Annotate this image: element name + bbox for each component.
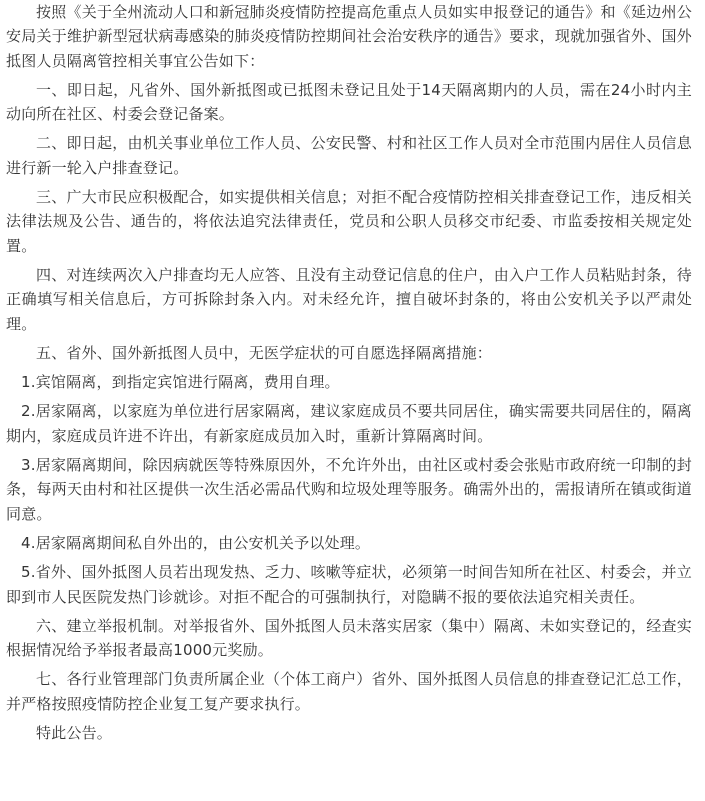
notice-document [6,0,692,750]
notice-item-3: 三、广大市民应积极配合，如实提供相关信息；对拒不配合疫情防控相关排查登记工作，违反相关法律法规及公告、通告的，将依法追究法律责任，党员和公职人员移交市纪委、市监委按相关规定处置。 [6,188,692,255]
notice-item-5-sub-2: 2.居家隔离，以家庭为单位进行居家隔离，建议家庭成员不要共同居住，确实需要共同居住的，隔离期内，家庭成员许进不许出，有新家庭成员加入时，重新计算隔离时间。 [6,402,692,445]
notice-intro-paragraph: 按照《关于全州流动人口和新冠肺炎疫情防控提高危重点人员如实申报登记的通告》和《延边州公安局关于维护新型冠状病毒感染的肺炎疫情防控期间社会治安秩序的通告》要求，现就加强省外、国外抵图人员隔离管控相关事宜公告如下： [6,3,692,70]
notice-item-5-sub-5: 5.省外、国外抵图人员若出现发热、乏力、咳嗽等症状，必须第一时间告知所在社区、村委会，并立即到市人民医院发热门诊就诊。对拒不配合的可强制执行，对隐瞒不报的要依法追究相关责任。 [6,563,692,606]
notice-item-5-sub-4: 4.居家隔离期间私自外出的，由公安机关予以处理。 [21,533,371,552]
notice-item-5: 五、省外、国外新抵图人员中，无医学症状的可自愿选择隔离措施： [36,343,493,362]
notice-closing: 特此公告。 [36,724,113,743]
notice-item-7: 七、各行业管理部门负责所属企业（个体工商户）省外、国外抵图人员信息的排查登记汇总工作，并严格按照疫情防控企业复工复产要求执行。 [6,670,692,713]
notice-item-1: 一、即日起，凡省外、国外新抵图或已抵图未登记且处于14天隔离期内的人员，需在24小时内主动向所在社区、村委会登记备案。 [6,80,692,124]
notice-item-6: 六、建立举报机制。对举报省外、国外抵图人员未落实居家（集中）隔离、未如实登记的，经查实根据情况给予举报者最高1000元奖励。 [6,616,692,660]
notice-item-2: 二、即日起，由机关事业单位工作人员、公安民警、村和社区工作人员对全市范围内居住人员信息进行新一轮入户排查登记。 [6,134,692,177]
notice-item-5-sub-3: 3.居家隔离期间，除因病就医等特殊原因外，不允许外出，由社区或村委会张贴市政府统一印制的封条，每两天由村和社区提供一次生活必需品代购和垃圾处理等服务。确需外出的，需报请所在镇或街道同意。 [6,456,692,523]
notice-item-4: 四、对连续两次入户排查均无人应答、且没有主动登记信息的住户，由入户工作人员粘贴封条，待正确填写相关信息后，方可拆除封条入内。对未经允许，擅自破坏封条的，将由公安机关予以严肃处理。 [6,265,692,333]
notice-item-5-sub-1: 1.宾馆隔离，到指定宾馆进行隔离，费用自理。 [21,373,340,392]
